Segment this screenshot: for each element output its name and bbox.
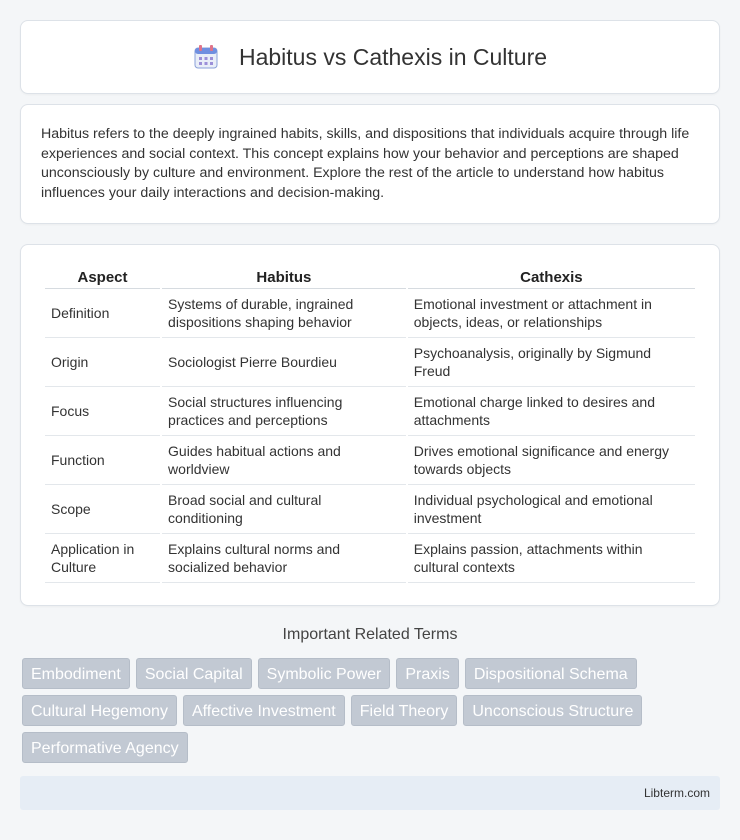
table-row <box>45 485 695 534</box>
tag-symbolic-power[interactable]: Symbolic Power <box>258 658 391 689</box>
header-cathexis: Cathexis <box>408 265 695 289</box>
tag-dispositional-schema[interactable]: Dispositional Schema <box>465 658 637 689</box>
tag-cultural-hegemony[interactable]: Cultural Hegemony <box>22 695 177 726</box>
table-header-row <box>45 265 695 289</box>
header-aspect: Aspect <box>45 265 160 289</box>
tag-performative-agency[interactable]: Performative Agency <box>22 732 188 763</box>
table-row <box>45 289 695 338</box>
intro-text: Habitus refers to the deeply ingrained habits, skills, and dispositions that individuals acquire through life experiences and social context. This concept explains how your behavior and perceptions are shaped unconsciously by culture and environment. Explore the rest of the article to understand how habitus influences your daily interactions and decision-making. <box>41 126 690 201</box>
related-terms-title: Important Related Terms <box>282 626 458 643</box>
table-cell: Function <box>45 436 160 485</box>
table-row <box>45 534 695 583</box>
footer <box>20 776 720 810</box>
table-cell: Drives emotional significance and energy towards objects <box>408 436 695 485</box>
table-cell: Social structures influencing practices and perceptions <box>162 387 406 436</box>
table-cell: Application in Culture <box>45 534 160 583</box>
header-card <box>20 20 720 94</box>
footer-link[interactable]: Libterm.com <box>643 786 710 800</box>
comparison-table-card <box>20 244 720 606</box>
tag-field-theory[interactable]: Field Theory <box>351 695 458 726</box>
header-habitus: Habitus <box>162 265 406 289</box>
tag-affective-investment[interactable]: Affective Investment <box>183 695 345 726</box>
tag-embodiment[interactable]: Embodiment <box>22 658 130 689</box>
table-cell: Emotional investment or attachment in objects, ideas, or relationships <box>408 289 695 338</box>
table-row <box>45 338 695 387</box>
table-cell: Psychoanalysis, originally by Sigmund Freud <box>408 338 695 387</box>
tag-social-capital[interactable]: Social Capital <box>136 658 252 689</box>
intro-card <box>20 104 720 224</box>
table-cell: Individual psychological and emotional investment <box>408 485 695 534</box>
table-cell: Origin <box>45 338 160 387</box>
table-cell: Broad social and cultural conditioning <box>162 485 406 534</box>
table-cell: Guides habitual actions and worldview <box>162 436 406 485</box>
table-row <box>45 387 695 436</box>
calendar-icon <box>193 44 219 70</box>
table-cell: Focus <box>45 387 160 436</box>
table-cell: Emotional charge linked to desires and attachments <box>408 387 695 436</box>
table-cell: Systems of durable, ingrained dispositions shaping behavior <box>162 289 406 338</box>
table-cell: Explains cultural norms and socialized behavior <box>162 534 406 583</box>
table-cell: Definition <box>45 289 160 338</box>
related-terms-list <box>22 658 722 769</box>
tag-praxis[interactable]: Praxis <box>396 658 458 689</box>
page-title: Habitus vs Cathexis in Culture <box>238 43 548 70</box>
table-row <box>45 436 695 485</box>
table-cell: Explains passion, attachments within cultural contexts <box>408 534 695 583</box>
table-cell: Sociologist Pierre Bourdieu <box>162 338 406 387</box>
tag-unconscious-structure[interactable]: Unconscious Structure <box>463 695 642 726</box>
comparison-table <box>43 265 697 583</box>
table-cell: Scope <box>45 485 160 534</box>
